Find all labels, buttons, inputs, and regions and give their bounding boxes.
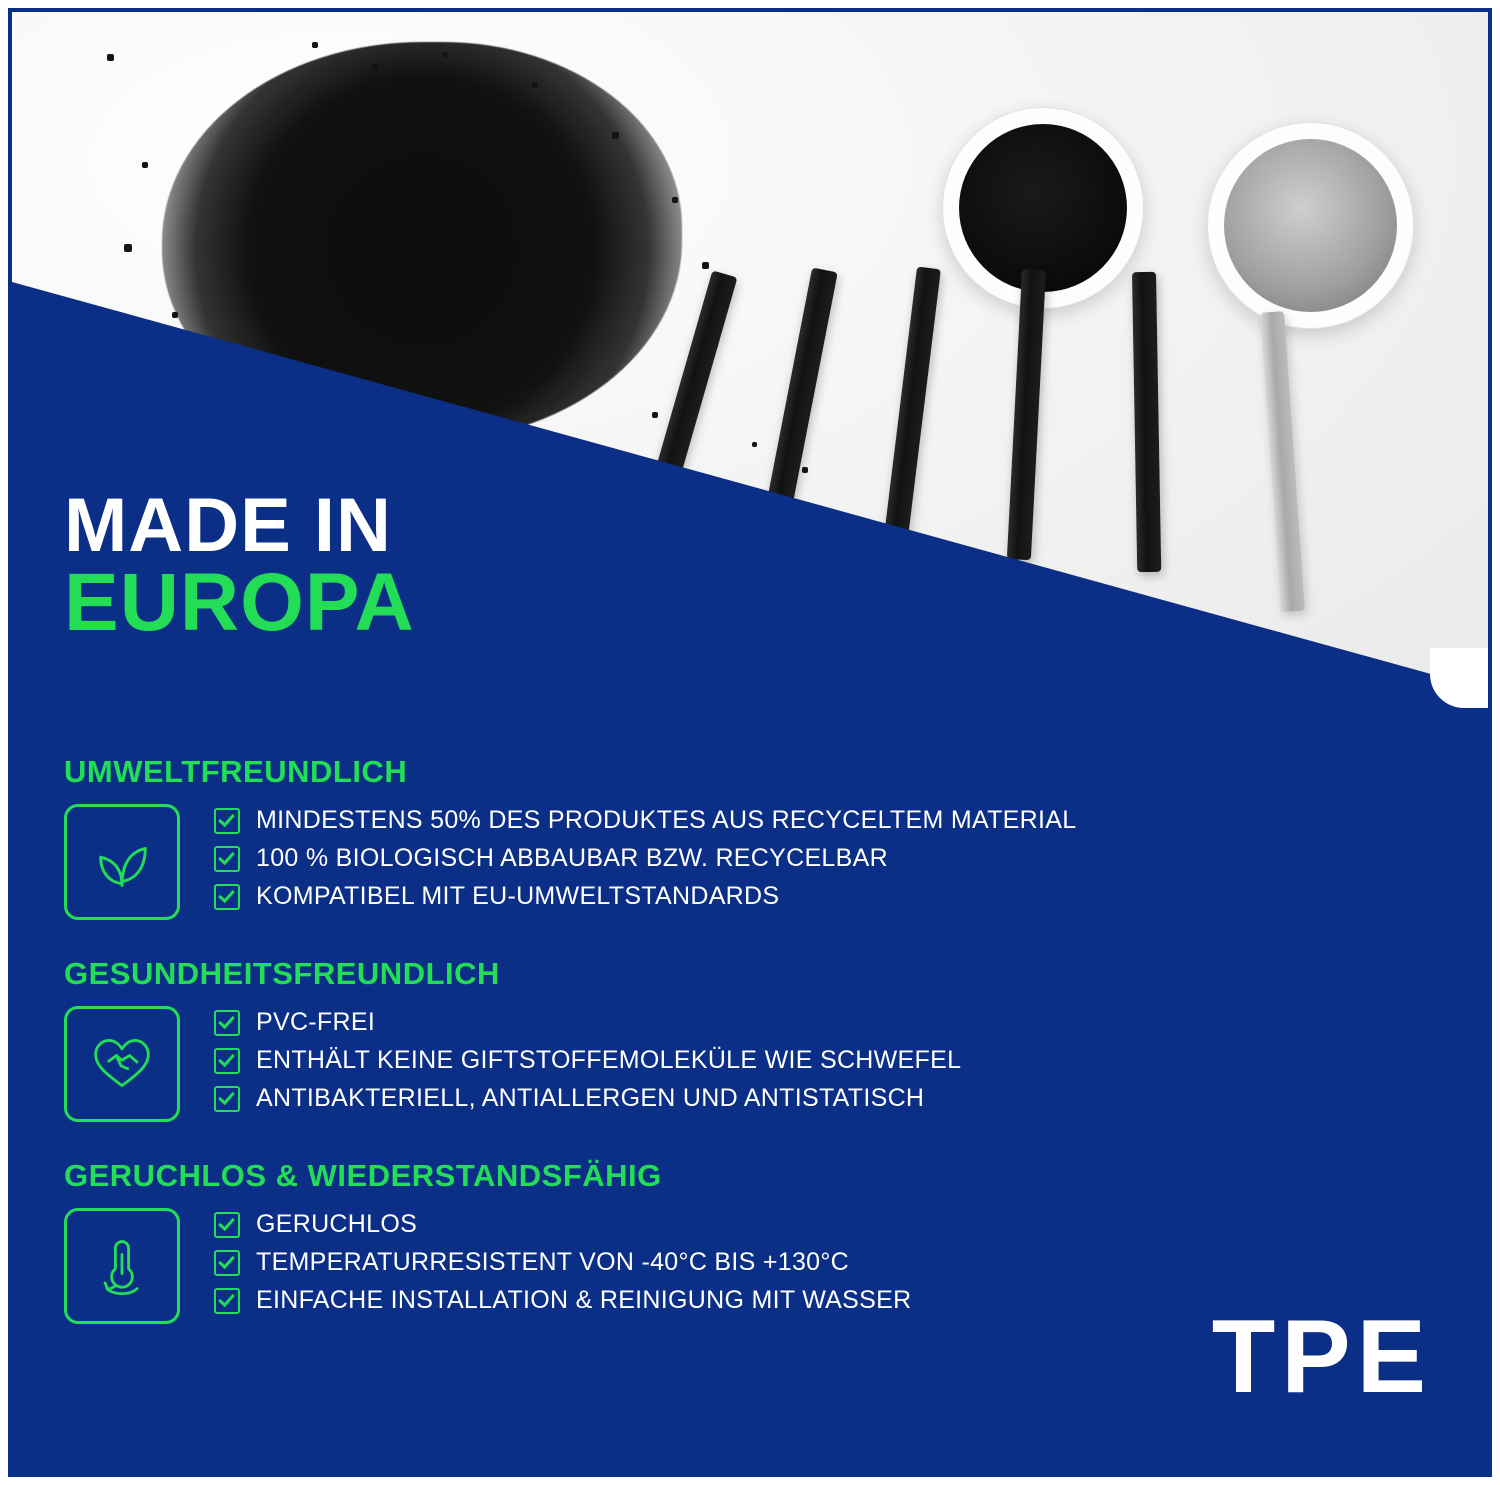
check-icon bbox=[214, 1288, 240, 1314]
tpe-logo: TPE bbox=[1211, 1299, 1432, 1415]
bowl-grey-granules bbox=[1207, 122, 1414, 329]
check-icon bbox=[214, 1212, 240, 1238]
check-icon bbox=[214, 884, 240, 910]
bowl-contents bbox=[1224, 139, 1397, 312]
bullet-list bbox=[214, 1006, 961, 1122]
granule-speckle bbox=[172, 312, 178, 318]
granule-speckle bbox=[612, 132, 619, 139]
list-item bbox=[214, 1008, 961, 1037]
bullet-text: GERUCHLOS bbox=[256, 1210, 418, 1238]
granule-speckle bbox=[702, 262, 709, 269]
feature-block-environment bbox=[64, 754, 1444, 920]
bullet-text: ENTHÄLT KEINE GIFTSTOFFEMOLEKÜLE WIE SCHWEFEL bbox=[256, 1046, 962, 1074]
bowl-contents bbox=[959, 124, 1127, 292]
bullet-text: EINFACHE INSTALLATION & REINIGUNG MIT WASSER bbox=[256, 1286, 912, 1314]
feature-block-health bbox=[64, 956, 1444, 1122]
list-item bbox=[214, 1248, 911, 1277]
page-title bbox=[64, 483, 415, 649]
check-icon bbox=[214, 846, 240, 872]
check-icon bbox=[214, 808, 240, 834]
granule-speckle bbox=[372, 64, 379, 71]
bullet-text: KOMPATIBEL MIT EU-UMWELTSTANDARDS bbox=[256, 882, 780, 910]
check-icon bbox=[214, 1048, 240, 1074]
list-item bbox=[214, 1210, 911, 1239]
check-icon bbox=[214, 1010, 240, 1036]
bullet-list bbox=[214, 1208, 911, 1324]
bullet-text: MINDESTENS 50% DES PRODUKTES AUS RECYCELTEM MATERIAL bbox=[256, 806, 1077, 834]
feature-list bbox=[64, 754, 1444, 1360]
granule-speckle bbox=[672, 197, 678, 203]
feature-title: UMWELTFREUNDLICH bbox=[64, 754, 408, 789]
granule-speckle bbox=[124, 244, 132, 252]
granule-speckle bbox=[107, 54, 114, 61]
granule-speckle bbox=[142, 162, 148, 168]
granule-speckle bbox=[312, 42, 318, 48]
feature-body bbox=[64, 804, 1444, 920]
feature-title: GESUNDHEITSFREUNDLICH bbox=[64, 956, 500, 991]
granule-speckle bbox=[532, 82, 538, 88]
granule-speckle bbox=[752, 442, 757, 447]
list-item bbox=[214, 806, 1076, 835]
bullet-text: TEMPERATURRESISTENT VON -40°C BIS +130°C bbox=[256, 1248, 850, 1276]
granule-speckle bbox=[442, 52, 448, 58]
leaf-icon bbox=[64, 804, 180, 920]
list-item bbox=[214, 882, 1076, 911]
granule-speckle bbox=[802, 467, 808, 473]
check-icon bbox=[214, 1086, 240, 1112]
list-item bbox=[214, 1286, 911, 1315]
heart-handshake-icon bbox=[64, 1006, 180, 1122]
bullet-text: PVC-FREI bbox=[256, 1008, 376, 1036]
thermometer-icon bbox=[64, 1208, 180, 1324]
feature-body bbox=[64, 1006, 1444, 1122]
bullet-list bbox=[214, 804, 1076, 920]
bullet-text: 100 % BIOLOGISCH ABBAUBAR BZW. RECYCELBAR bbox=[256, 844, 888, 872]
content-frame bbox=[8, 8, 1492, 1477]
headline-line-1: MADE IN bbox=[64, 483, 392, 568]
list-item bbox=[214, 844, 1076, 873]
list-item bbox=[214, 1084, 961, 1113]
headline-line-2: EUROPA bbox=[64, 557, 415, 649]
bullet-text: ANTIBAKTERIELL, ANTIALLERGEN UND ANTISTATISCH bbox=[256, 1084, 925, 1112]
list-item bbox=[214, 1046, 961, 1075]
granule-speckle bbox=[652, 412, 658, 418]
feature-title: GERUCHLOS & WIEDERSTANDSFÄHIG bbox=[64, 1158, 662, 1193]
check-icon bbox=[214, 1250, 240, 1276]
